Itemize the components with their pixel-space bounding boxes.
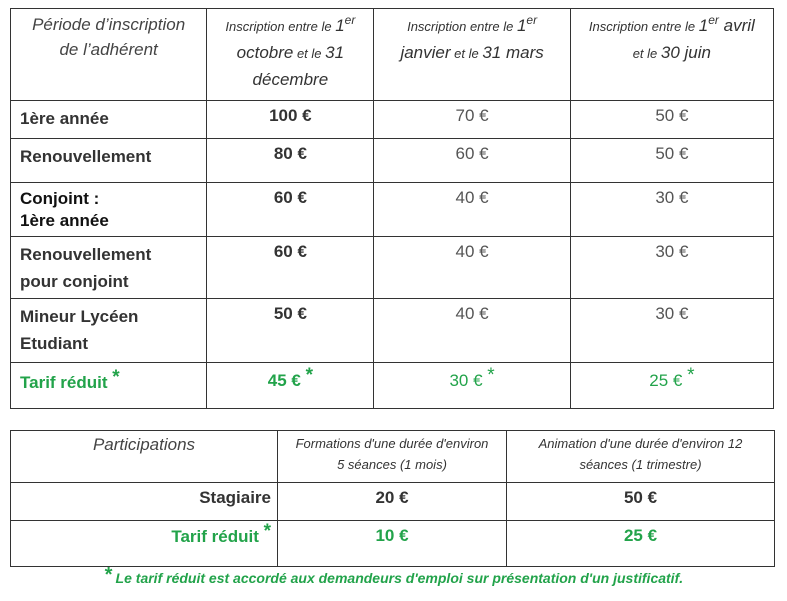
training-header: Formations d'une durée d'environ 5 séances (1 mois) [278, 431, 507, 483]
period-apr-jun-header: Inscription entre le 1er avril et le 30 juin [570, 9, 773, 101]
row-label: Renouvellement pour conjoint [11, 237, 207, 299]
price-cell: 50 € [570, 139, 773, 183]
price-cell: 30 € [570, 183, 773, 237]
table-row [11, 183, 774, 237]
price-cell: 50 € [570, 101, 773, 139]
participation-table [10, 430, 775, 567]
price-cell: 50 € [207, 299, 374, 363]
reduced-rate-note: * Le tarif réduit est accordé aux demandeurs d'emploi sur présentation d'un justificatif. [103, 564, 684, 586]
price-cell: 30 € * [374, 363, 570, 409]
table-row [11, 237, 774, 299]
price-cell: 25 € * [570, 363, 773, 409]
price-cell: 80 € [207, 139, 374, 183]
period-header: Période d’inscription de l’adhérent [11, 9, 207, 101]
reduced-rate-row [11, 363, 774, 409]
header-row [11, 431, 775, 483]
price-cell: 50 € [507, 483, 775, 521]
table-row [11, 299, 774, 363]
row-label: Mineur Lycéen Etudiant [11, 299, 207, 363]
reduced-rate-row [11, 521, 775, 567]
price-cell: 40 € [374, 237, 570, 299]
price-cell: 60 € [207, 183, 374, 237]
price-cell: 70 € [374, 101, 570, 139]
price-cell: 10 € [278, 521, 507, 567]
period-oct-dec-header: Inscription entre le 1er octobre et le 31 décembre [207, 9, 374, 101]
table-row [11, 101, 774, 139]
price-cell: 30 € [570, 299, 773, 363]
price-cell: 30 € [570, 237, 773, 299]
row-label: Tarif réduit * [11, 363, 207, 409]
price-cell: 60 € [207, 237, 374, 299]
table-row [11, 483, 775, 521]
price-cell: 60 € [374, 139, 570, 183]
row-label: 1ère année [11, 101, 207, 139]
price-cell: 20 € [278, 483, 507, 521]
participations-header: Participations [11, 431, 278, 483]
price-cell: 25 € [507, 521, 775, 567]
period-jan-mar-header: Inscription entre le 1er janvier et le 31 mars [374, 9, 570, 101]
table-row [11, 139, 774, 183]
price-cell: 40 € [374, 183, 570, 237]
row-label: Tarif réduit * [11, 521, 278, 567]
row-label: Stagiaire [11, 483, 278, 521]
activity-header: Animation d'une durée d'environ 12 séances (1 trimestre) [507, 431, 775, 483]
price-cell: 100 € [207, 101, 374, 139]
row-label: Conjoint : 1ère année [11, 183, 207, 237]
row-label: Renouvellement [11, 139, 207, 183]
price-cell: 45 € * [207, 363, 374, 409]
header-row [11, 9, 774, 101]
membership-fee-table [10, 8, 774, 409]
price-cell: 40 € [374, 299, 570, 363]
